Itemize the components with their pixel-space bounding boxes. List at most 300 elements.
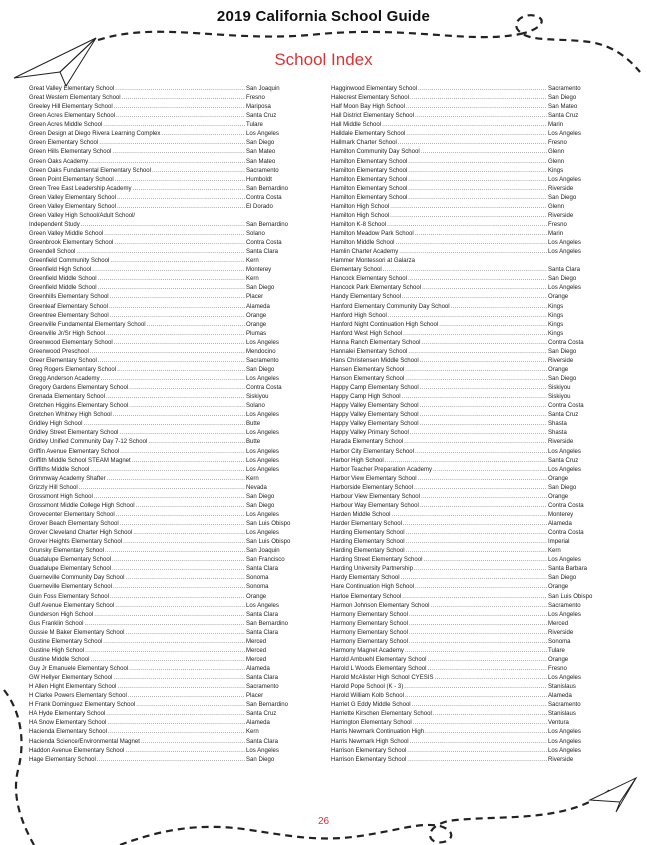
dot-leader xyxy=(427,665,547,674)
county-name: San Luis Obispo xyxy=(246,521,291,527)
index-entry xyxy=(331,402,622,411)
index-entry xyxy=(29,574,320,583)
county-name: Glenn xyxy=(548,149,565,156)
dot-leader xyxy=(110,593,245,602)
school-name: Hamlin Charter Academy xyxy=(331,249,399,256)
school-name: Gustine High School xyxy=(29,647,85,654)
dot-leader xyxy=(392,511,548,520)
dot-leader xyxy=(420,420,547,429)
dot-leader xyxy=(451,303,547,312)
index-entry xyxy=(331,103,622,112)
county-name: San Diego xyxy=(246,285,275,292)
index-entry xyxy=(29,366,320,375)
dot-leader xyxy=(110,293,245,302)
index-entry xyxy=(331,728,622,737)
county-name: Contra Costa xyxy=(246,385,282,392)
dot-leader xyxy=(390,212,547,221)
county-name: Los Angeles xyxy=(246,448,279,455)
school-name: Hardy Elementary School xyxy=(331,575,400,582)
dot-leader xyxy=(120,520,245,529)
county-name: Imperial xyxy=(548,539,570,546)
dot-leader xyxy=(129,402,245,411)
index-entry xyxy=(331,602,622,611)
school-name: Grossmont Middle College High School xyxy=(29,502,135,509)
index-entry xyxy=(331,348,622,357)
index-entry xyxy=(331,738,622,747)
county-name: Orange xyxy=(548,493,569,500)
school-name: Hallmark Charter School xyxy=(331,140,397,147)
school-name: Handy Elementary School xyxy=(331,294,401,301)
county-name: Contra Costa xyxy=(246,240,282,247)
school-name: Guadalupe Elementary School xyxy=(29,557,112,564)
index-entry xyxy=(29,293,320,302)
school-name: Grenada Elementary School xyxy=(29,394,105,401)
dot-leader xyxy=(107,719,245,728)
county-name: Contra Costa xyxy=(548,502,584,509)
dot-leader xyxy=(98,275,245,284)
county-name: Kern xyxy=(246,475,259,482)
county-name xyxy=(548,257,622,266)
index-entry xyxy=(29,321,320,330)
school-name: Greg Rogers Elementary School xyxy=(29,366,117,373)
school-name: Happy Valley Elementary School xyxy=(331,403,419,410)
section-title: School Index xyxy=(274,50,373,69)
county-name: Santa Clara xyxy=(246,611,278,618)
school-name: Gregg Anderson Academy xyxy=(29,376,100,382)
county-name: San Diego xyxy=(548,194,577,201)
dot-leader xyxy=(410,94,547,103)
school-name: Green Oaks Academy xyxy=(29,158,89,165)
dot-leader xyxy=(418,475,547,484)
county-name: Stanislaus xyxy=(548,684,576,691)
county-name: Santa Clara xyxy=(246,675,278,682)
dot-leader xyxy=(406,538,547,547)
school-name: Guin Foss Elementary School xyxy=(29,593,109,600)
index-entry xyxy=(29,348,320,357)
county-name: Los Angeles xyxy=(246,602,279,609)
school-name: Harmony Elementary School xyxy=(331,611,408,618)
school-name: Grovecenter Elementary School xyxy=(29,511,115,518)
county-name: Nevada xyxy=(246,484,267,491)
index-entry xyxy=(29,602,320,611)
county-name: Sonoma xyxy=(246,575,269,582)
index-entry xyxy=(331,393,622,402)
county-name: Los Angeles xyxy=(548,131,581,138)
school-name: Green Oaks Fundamental Elementary School xyxy=(29,167,152,174)
dot-leader xyxy=(402,393,547,402)
dot-leader xyxy=(113,674,245,683)
county-name: Los Angeles xyxy=(548,738,581,745)
index-entry xyxy=(29,484,320,493)
index-entry xyxy=(331,266,622,275)
county-name: San Diego xyxy=(548,484,577,491)
dot-leader xyxy=(415,583,547,592)
dot-leader xyxy=(420,402,547,411)
county-name: Los Angeles xyxy=(246,530,279,537)
county-name: Monterey xyxy=(548,511,574,518)
dot-leader xyxy=(414,565,547,574)
dot-leader xyxy=(433,466,547,475)
index-entry xyxy=(331,94,622,103)
dot-leader xyxy=(404,438,547,447)
index-entry xyxy=(29,257,320,266)
dot-leader xyxy=(106,393,245,402)
school-name: H Frank Dominguez Elementary School xyxy=(29,702,136,709)
county-name: Orange xyxy=(548,584,569,591)
school-name: Harloe Elementary School xyxy=(331,593,402,600)
dot-leader xyxy=(90,466,245,475)
county-name: Mariposa xyxy=(246,104,271,111)
dot-leader xyxy=(410,429,547,438)
dot-leader xyxy=(430,602,547,611)
dot-leader xyxy=(83,420,245,429)
county-name: Sonoma xyxy=(246,584,269,591)
index-entry xyxy=(331,112,622,121)
dot-leader xyxy=(435,674,548,683)
school-name: Harding University Partnership xyxy=(331,566,414,573)
dot-leader xyxy=(115,85,245,94)
dot-leader xyxy=(413,719,547,728)
index-entry xyxy=(29,339,320,348)
dot-leader xyxy=(404,683,547,692)
county-name: San Luis Obispo xyxy=(548,593,593,600)
county-name: Orange xyxy=(246,321,267,328)
school-name: Greendell School xyxy=(29,249,76,256)
index-entry xyxy=(331,484,622,493)
county-name: Sonoma xyxy=(548,638,571,645)
school-name: Harbor High School xyxy=(331,457,384,464)
school-name: Harding Street Elementary School xyxy=(331,557,423,564)
county-name: San Bernardino xyxy=(246,702,289,709)
school-name: Green Valley Middle School xyxy=(29,231,104,237)
county-name: Riverside xyxy=(548,185,574,192)
dot-leader xyxy=(116,511,245,520)
dot-leader xyxy=(92,266,245,275)
dot-leader xyxy=(110,257,245,266)
school-name: Happy Camp Elementary School xyxy=(331,385,419,392)
school-name: Harold Ambuehl Elementary School xyxy=(331,656,427,663)
county-name: Tulare xyxy=(246,122,263,129)
dot-leader xyxy=(408,185,547,194)
dot-leader xyxy=(409,611,547,620)
school-name: Greenville Fundamental Elementary School xyxy=(29,321,146,328)
index-entry xyxy=(29,312,320,321)
school-name: Hamilton Community Day School xyxy=(331,149,420,156)
index-entry xyxy=(29,393,320,402)
county-name: Los Angeles xyxy=(246,412,279,419)
county-name: Marin xyxy=(548,231,564,237)
school-name: Haddon Avenue Elementary School xyxy=(29,747,125,754)
index-entry xyxy=(331,366,622,375)
county-name: Sacramento xyxy=(548,602,581,609)
school-name: Green Valley Elementary School xyxy=(29,203,116,210)
index-entry xyxy=(331,248,622,257)
county-name: Siskiyou xyxy=(548,394,571,401)
school-name: Harold McAlister High School CYESIS xyxy=(331,675,434,682)
county-name: Orange xyxy=(548,366,569,373)
index-entry xyxy=(29,130,320,139)
school-name: Harder Elementary School xyxy=(331,521,402,527)
school-name: Gustine Elementary School xyxy=(29,638,103,645)
school-name: Hamilton K-8 School xyxy=(331,221,387,228)
school-name: Harbour View Elementary School xyxy=(331,493,420,500)
school-name: Greenfield High School xyxy=(29,267,92,274)
index-entry xyxy=(29,466,320,475)
index-entry xyxy=(331,710,622,719)
school-name: Greenbrook Elementary School xyxy=(29,240,114,247)
county-name: Orange xyxy=(246,593,267,600)
dot-leader xyxy=(403,520,547,529)
index-entry xyxy=(29,284,320,293)
county-name: Santa Cruz xyxy=(548,457,579,464)
school-name: Guerneville Community Day School xyxy=(29,575,125,582)
school-name: Gustine Middle School xyxy=(29,656,90,663)
dot-leader xyxy=(405,366,547,375)
county-name: Contra Costa xyxy=(548,403,584,410)
county-name: San Diego xyxy=(246,140,275,147)
dot-leader xyxy=(406,547,547,556)
school-name: Gulf Avenue Elementary School xyxy=(29,602,115,609)
dot-leader xyxy=(403,330,547,339)
county-name: Placer xyxy=(246,693,264,700)
dot-leader xyxy=(427,656,547,665)
dot-leader xyxy=(117,194,245,203)
index-entry xyxy=(331,457,622,466)
index-entry xyxy=(331,656,622,665)
school-name: Harding Elementary School xyxy=(331,539,405,546)
school-name: Hanna Ranch Elementary School xyxy=(331,339,421,346)
school-name: Griffiths Middle School xyxy=(29,466,90,473)
county-name: Fresno xyxy=(548,666,567,672)
school-name: Hans Christensen Middle School xyxy=(331,357,419,364)
school-name: Guerneville Elementary School xyxy=(29,584,113,591)
index-entry xyxy=(331,148,622,157)
index-entry xyxy=(29,719,320,728)
county-name: Kings xyxy=(548,303,564,310)
county-name xyxy=(246,212,320,221)
school-name: Harmony Elementary School xyxy=(331,620,408,627)
school-name: Grimmway Academy Shafter xyxy=(29,475,106,482)
dot-leader xyxy=(415,230,547,239)
school-name: Green Hills Elementary School xyxy=(29,149,112,156)
school-name: Hancock Elementary School xyxy=(331,276,407,283)
county-name: Fresno xyxy=(548,140,567,147)
school-name: Hannalei Elementary School xyxy=(331,348,408,355)
county-name: Plumas xyxy=(246,330,267,337)
dot-leader xyxy=(409,629,547,638)
county-name: Glenn xyxy=(548,158,565,165)
school-name: Happy Valley Elementary School xyxy=(331,421,419,428)
index-entry xyxy=(331,529,622,538)
county-name: San Diego xyxy=(548,348,577,355)
dot-leader xyxy=(408,167,547,176)
county-name: San Joaquin xyxy=(246,86,280,92)
school-name: Greenfield Community School xyxy=(29,258,110,265)
school-name: Great Western Elementary School xyxy=(29,95,121,102)
dot-leader xyxy=(402,593,547,602)
school-name: Harbor Teacher Preparation Academy xyxy=(331,466,433,473)
county-name: Alameda xyxy=(246,720,270,727)
school-name: Green Elementary School xyxy=(29,140,99,147)
county-name: Los Angeles xyxy=(246,131,279,138)
school-name: Great Valley Elementary School xyxy=(29,86,115,92)
school-name: Hamilton Meadow Park School xyxy=(331,231,414,237)
school-name: Hanford High School xyxy=(331,312,387,319)
dot-leader xyxy=(420,502,547,511)
dot-leader xyxy=(408,348,547,357)
index-entry xyxy=(331,130,622,139)
school-name: Elementary School xyxy=(331,267,382,274)
county-name: Merced xyxy=(246,656,267,663)
dot-leader xyxy=(136,502,245,511)
dot-leader xyxy=(97,756,245,765)
school-name: Harris Newmark High School xyxy=(331,738,409,745)
school-name: Greentree Elementary School xyxy=(29,312,109,319)
county-name: Santa Cruz xyxy=(246,711,277,718)
dot-leader xyxy=(148,438,245,447)
school-name: H Clarke Powers Elementary School xyxy=(29,693,127,700)
index-entry xyxy=(331,429,622,438)
school-name: Half Moon Bay High School xyxy=(331,104,405,111)
county-name: Contra Costa xyxy=(246,194,282,201)
school-name: Hacienda Elementary School xyxy=(29,729,107,736)
county-name: Siskiyou xyxy=(548,385,571,392)
dot-leader xyxy=(106,710,245,719)
dot-leader xyxy=(408,176,547,185)
school-name: Green Tree East Leadership Academy xyxy=(29,185,132,192)
index-entry xyxy=(29,94,320,103)
school-name: GW Hellyer Elementary School xyxy=(29,675,113,682)
dot-leader xyxy=(94,611,245,620)
school-name: Griffin Avenue Elementary School xyxy=(29,448,120,455)
school-name: Hanford Night Continuation High School xyxy=(331,321,439,328)
dot-leader xyxy=(115,602,245,611)
county-name: Santa Clara xyxy=(246,566,278,573)
index-entry xyxy=(331,239,622,248)
county-name: Kern xyxy=(246,729,259,736)
school-name: Gussie M Baker Elementary School xyxy=(29,629,125,636)
index-entry xyxy=(331,85,622,94)
dot-leader xyxy=(125,574,245,583)
index-entry xyxy=(29,728,320,737)
index-entry xyxy=(331,547,622,556)
index-entry xyxy=(331,357,622,366)
index-entry xyxy=(29,330,320,339)
index-entry xyxy=(29,167,320,176)
index-entry xyxy=(331,284,622,293)
dot-leader xyxy=(113,583,245,592)
index-entry xyxy=(331,493,622,502)
county-name: Merced xyxy=(246,638,267,645)
index-entry xyxy=(331,701,622,710)
county-name: Marin xyxy=(548,122,564,129)
dot-leader xyxy=(81,221,245,230)
school-name: Green Valley High School/Adult School/ xyxy=(29,212,136,219)
county-name: El Dorado xyxy=(246,203,273,210)
dot-leader xyxy=(114,103,245,112)
school-name: Harmony Elementary School xyxy=(331,629,408,636)
index-entry xyxy=(29,212,320,221)
index-entry xyxy=(29,357,320,366)
index-entry xyxy=(29,112,320,121)
dot-leader xyxy=(79,484,245,493)
dot-leader xyxy=(112,148,245,157)
index-entry xyxy=(29,375,320,384)
school-name: Grossmont High School xyxy=(29,493,93,500)
dot-leader xyxy=(420,411,547,420)
county-name: Los Angeles xyxy=(246,376,279,382)
index-entry xyxy=(29,556,320,565)
county-name: San Mateo xyxy=(246,149,276,156)
index-entry xyxy=(29,611,320,620)
dot-leader xyxy=(119,429,245,438)
index-entry xyxy=(331,275,622,284)
county-name: Orange xyxy=(246,312,267,319)
dot-leader xyxy=(405,692,547,701)
index-entry xyxy=(29,647,320,656)
dot-leader xyxy=(152,167,245,176)
county-name: Ventura xyxy=(548,720,569,727)
county-name: Sacramento xyxy=(548,702,581,709)
index-entry xyxy=(331,121,622,130)
index-entry xyxy=(29,502,320,511)
dot-leader xyxy=(125,629,245,638)
county-name: Santa Clara xyxy=(246,738,278,745)
school-name: Hall District Elementary School xyxy=(331,113,415,120)
index-entry xyxy=(331,167,622,176)
school-index-right-column xyxy=(331,85,622,765)
index-entry xyxy=(331,565,622,574)
index-entry xyxy=(331,502,622,511)
page-number: 26 xyxy=(317,816,330,827)
index-entry xyxy=(331,420,622,429)
dot-leader xyxy=(405,647,547,656)
school-name: Hamilton Elementary School xyxy=(331,194,408,201)
county-name: Santa Barbara xyxy=(548,566,587,573)
index-entry xyxy=(29,429,320,438)
dot-leader xyxy=(117,683,245,692)
county-name: Los Angeles xyxy=(548,249,581,256)
county-name: Los Angeles xyxy=(246,457,279,464)
county-name: Alameda xyxy=(246,666,270,672)
school-name: Hamilton Elementary School xyxy=(331,158,408,165)
county-name: San Diego xyxy=(246,366,275,373)
dot-leader xyxy=(107,475,245,484)
school-name: Happy Valley Primary School xyxy=(331,430,409,437)
index-entry xyxy=(29,185,320,194)
county-name: Orange xyxy=(548,475,569,482)
index-entry xyxy=(331,538,622,547)
index-entry xyxy=(331,312,622,321)
county-name: Siskiyou xyxy=(246,394,269,401)
dot-leader xyxy=(132,457,245,466)
index-entry xyxy=(331,375,622,384)
dot-leader xyxy=(418,85,547,94)
county-name: San Diego xyxy=(246,493,275,500)
county-name: Glenn xyxy=(548,203,565,210)
school-name: Hamilton Elementary School xyxy=(331,167,408,174)
dot-leader xyxy=(421,339,547,348)
school-name: Harrison Elementary School xyxy=(331,747,407,754)
county-name: Kings xyxy=(548,167,564,174)
dot-leader xyxy=(405,375,547,384)
school-name: Greenhills Elementary School xyxy=(29,294,109,301)
school-name: Harada Elementary School xyxy=(331,439,404,446)
school-name: Harrington Elementary School xyxy=(331,720,412,727)
index-entry xyxy=(29,583,320,592)
dot-leader xyxy=(76,248,245,257)
index-entry xyxy=(29,701,320,710)
